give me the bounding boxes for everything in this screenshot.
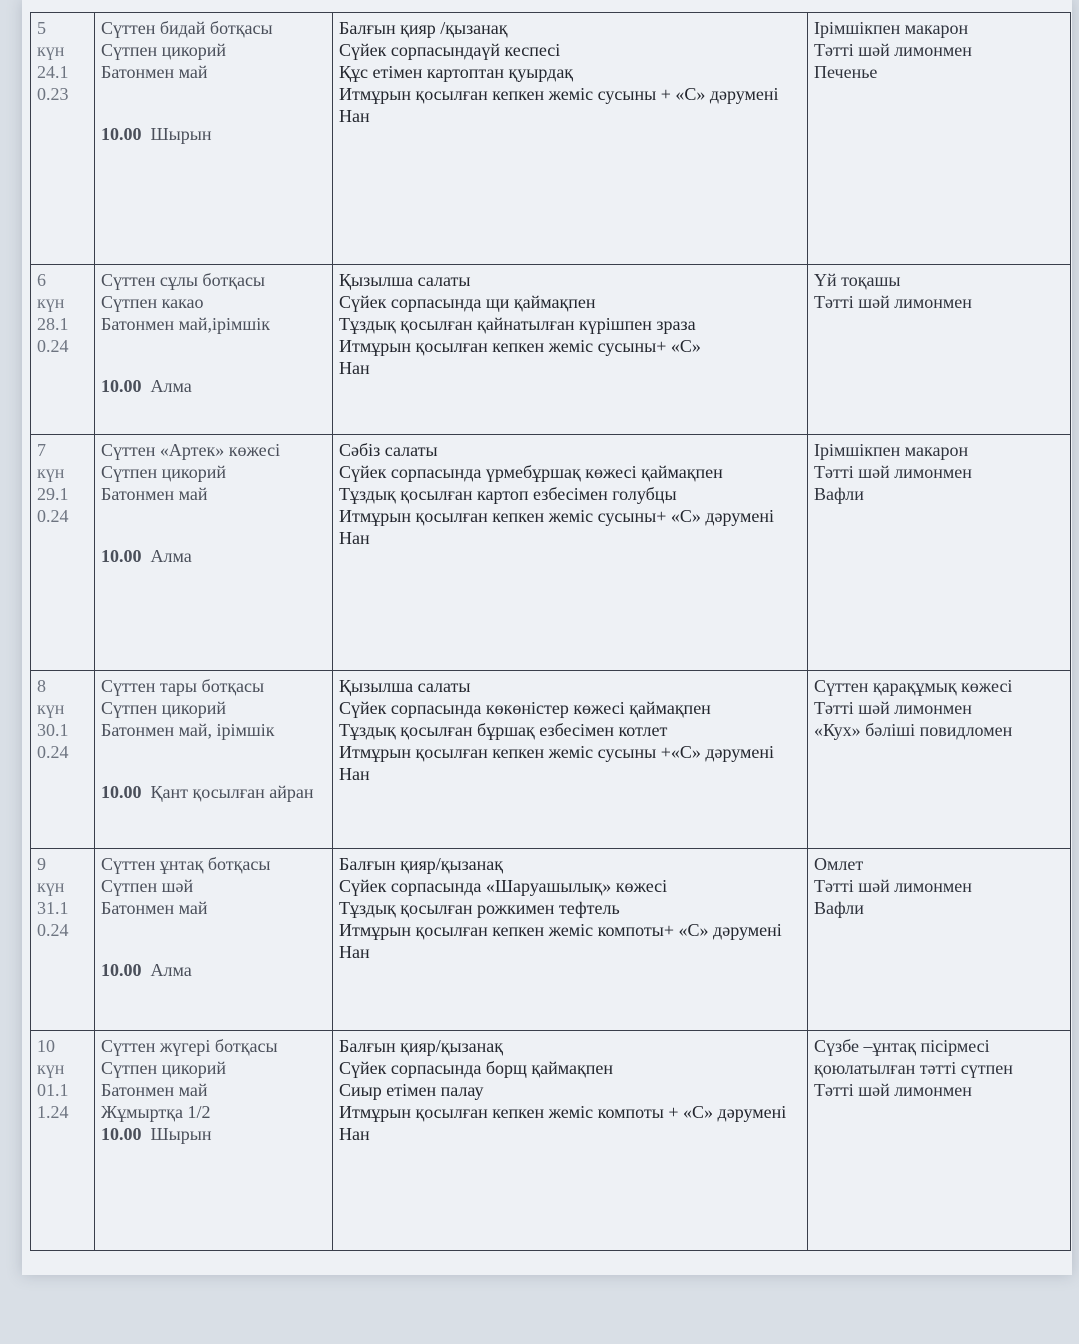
lunch-item: Тұздық қосылған картоп езбесімен голубцы <box>339 484 677 504</box>
dinner-cell <box>808 849 1071 1031</box>
date-part-1: 01.1 <box>37 1080 69 1100</box>
breakfast-item: Батонмен май <box>101 62 208 82</box>
snack-entry <box>101 1123 326 1145</box>
breakfast-item: Жұмыртқа 1/2 <box>101 1102 211 1122</box>
day-cell <box>31 13 95 265</box>
day-number: 9 <box>37 854 46 874</box>
menu-row <box>31 13 1071 265</box>
breakfast-cell <box>95 265 333 435</box>
breakfast-item: Сүтпен цикорий <box>101 698 226 718</box>
snack-item: Алма <box>150 376 192 396</box>
lunch-item: Сүйек сорпасында борщ қаймақпен <box>339 1058 613 1078</box>
snack-time: 10.00 <box>101 124 142 144</box>
lunch-item: Нан <box>339 942 370 962</box>
dinner-item: Үй тоқашы <box>814 270 901 290</box>
breakfast-item: Сүтпен цикорий <box>101 462 226 482</box>
lunch-item: Балғын қияр/қызанақ <box>339 854 504 874</box>
breakfast-cell <box>95 435 333 671</box>
menu-row <box>31 671 1071 849</box>
breakfast-item: Батонмен май, ірімшік <box>101 720 275 740</box>
day-label: күн <box>37 40 65 60</box>
lunch-item: Қызылша салаты <box>339 270 471 290</box>
lunch-item: Тұздық қосылған бұршақ езбесімен котлет <box>339 720 668 740</box>
lunch-item: Сүйек сорпасында көкөністер көжесі қаймақпен <box>339 698 711 718</box>
lunch-item: Құс етімен картоптан қуырдақ <box>339 62 574 82</box>
lunch-item: Тұздық қосылған рожкимен тефтель <box>339 898 620 918</box>
snack-time: 10.00 <box>101 960 142 980</box>
breakfast-cell <box>95 849 333 1031</box>
breakfast-item: Сүттен бидай ботқасы <box>101 18 273 38</box>
lunch-cell <box>333 435 808 671</box>
snack-item: Алма <box>150 960 192 980</box>
dinner-item: Омлет <box>814 854 864 874</box>
breakfast-item: Батонмен май <box>101 1080 208 1100</box>
dinner-item: Печенье <box>814 62 878 82</box>
dinner-item: Сүттен қарақұмық көжесі <box>814 676 1013 696</box>
date-part-1: 29.1 <box>37 484 69 504</box>
dinner-item: Вафли <box>814 898 864 918</box>
day-number: 7 <box>37 440 46 460</box>
menu-table-body <box>31 13 1071 1251</box>
snack-item: Қант қосылған айран <box>150 782 314 802</box>
lunch-item: Қызылша салаты <box>339 676 471 696</box>
breakfast-item: Батонмен май <box>101 484 208 504</box>
lunch-item: Тұздық қосылған қайнатылған күрішпен зраза <box>339 314 696 334</box>
lunch-item: Сүйек сорпасында үрмебұршақ көжесі қаймақпен <box>339 462 723 482</box>
dinner-item: Ірімшікпен макарон <box>814 440 969 460</box>
day-number: 8 <box>37 676 46 696</box>
breakfast-item: Батонмен май,ірімшік <box>101 314 271 334</box>
dinner-item: қоюлатылған тәтті сүтпен <box>814 1058 1013 1078</box>
day-cell <box>31 1031 95 1251</box>
dinner-item: Тәтті шәй лимонмен <box>814 876 972 896</box>
dinner-item: Сүзбе –ұнтақ пісірмесі <box>814 1036 990 1056</box>
lunch-item: Нан <box>339 764 370 784</box>
dinner-cell <box>808 435 1071 671</box>
snack-time: 10.00 <box>101 546 142 566</box>
snack-time: 10.00 <box>101 1124 142 1144</box>
lunch-item: Итмұрын қосылған кепкен жеміс сусыны + «С» дәрумені <box>339 84 779 104</box>
breakfast-item: Сүттен жүгері ботқасы <box>101 1036 278 1056</box>
lunch-item: Нан <box>339 106 370 126</box>
day-number: 6 <box>37 270 46 290</box>
menu-table <box>30 12 1071 1251</box>
snack-entry <box>101 545 326 567</box>
day-label: күн <box>37 462 65 482</box>
dinner-item: Вафли <box>814 484 864 504</box>
lunch-item: Сәбіз салаты <box>339 440 438 460</box>
dinner-item: Тәтті шәй лимонмен <box>814 292 972 312</box>
breakfast-cell <box>95 13 333 265</box>
breakfast-item: Сүттен тары ботқасы <box>101 676 265 696</box>
breakfast-item: Сүтпен шәй <box>101 876 194 896</box>
breakfast-item: Сүтпен цикорий <box>101 40 226 60</box>
day-number: 10 <box>37 1036 55 1056</box>
date-part-1: 31.1 <box>37 898 69 918</box>
lunch-cell <box>333 671 808 849</box>
breakfast-item: Сүттен ұнтақ ботқасы <box>101 854 271 874</box>
snack-item: Шырын <box>150 124 212 144</box>
dinner-cell <box>808 671 1071 849</box>
menu-row <box>31 849 1071 1031</box>
dinner-item: Тәтті шәй лимонмен <box>814 462 972 482</box>
dinner-cell <box>808 13 1071 265</box>
lunch-item: Балғын қияр /қызанақ <box>339 18 508 38</box>
lunch-item: Сүйек сорпасында «Шаруашылық» көжесі <box>339 876 668 896</box>
lunch-cell <box>333 265 808 435</box>
day-cell <box>31 435 95 671</box>
day-label: күн <box>37 876 65 896</box>
date-part-2: 0.24 <box>37 336 69 356</box>
breakfast-cell <box>95 671 333 849</box>
lunch-item: Сүйек сорпасында щи қаймақпен <box>339 292 596 312</box>
lunch-item: Нан <box>339 528 370 548</box>
lunch-item: Сиыр етімен палау <box>339 1080 484 1100</box>
day-cell <box>31 671 95 849</box>
snack-item: Шырын <box>150 1124 212 1144</box>
snack-entry <box>101 123 326 145</box>
breakfast-item: Сүтпен цикорий <box>101 1058 226 1078</box>
dinner-item: Ірімшікпен макарон <box>814 18 969 38</box>
breakfast-item: Сүттен «Артек» көжесі <box>101 440 281 460</box>
snack-time: 10.00 <box>101 782 142 802</box>
menu-row <box>31 435 1071 671</box>
menu-row <box>31 1031 1071 1251</box>
date-part-2: 0.24 <box>37 920 69 940</box>
breakfast-item: Батонмен май <box>101 898 208 918</box>
lunch-item: Итмұрын қосылған кепкен жеміс компоты + «С» дәрумені <box>339 1102 787 1122</box>
date-part-2: 0.24 <box>37 742 69 762</box>
breakfast-item: Сүттен сұлы ботқасы <box>101 270 266 290</box>
dinner-item: Тәтті шәй лимонмен <box>814 698 972 718</box>
lunch-item: Нан <box>339 1124 370 1144</box>
snack-item: Алма <box>150 546 192 566</box>
lunch-cell <box>333 849 808 1031</box>
day-cell <box>31 849 95 1031</box>
date-part-2: 0.23 <box>37 84 69 104</box>
dinner-cell <box>808 265 1071 435</box>
lunch-item: Балғын қияр/қызанақ <box>339 1036 504 1056</box>
menu-row <box>31 265 1071 435</box>
lunch-cell <box>333 13 808 265</box>
dinner-cell <box>808 1031 1071 1251</box>
snack-entry <box>101 375 326 397</box>
date-part-2: 1.24 <box>37 1102 69 1122</box>
date-part-1: 24.1 <box>37 62 69 82</box>
day-label: күн <box>37 292 65 312</box>
day-label: күн <box>37 698 65 718</box>
day-cell <box>31 265 95 435</box>
day-label: күн <box>37 1058 65 1078</box>
dinner-item: Тәтті шәй лимонмен <box>814 1080 972 1100</box>
breakfast-item: Сүтпен какао <box>101 292 204 312</box>
snack-entry <box>101 781 326 803</box>
dinner-item: Тәтті шәй лимонмен <box>814 40 972 60</box>
lunch-item: Итмұрын қосылған кепкен жеміс сусыны+ «С» <box>339 336 701 356</box>
snack-time: 10.00 <box>101 376 142 396</box>
dinner-item: «Кух» бәліші повидломен <box>814 720 1013 740</box>
date-part-2: 0.24 <box>37 506 69 526</box>
day-number: 5 <box>37 18 46 38</box>
lunch-item: Нан <box>339 358 370 378</box>
lunch-cell <box>333 1031 808 1251</box>
breakfast-cell <box>95 1031 333 1251</box>
date-part-1: 28.1 <box>37 314 69 334</box>
lunch-item: Сүйек сорпасындаүй кеспесі <box>339 40 561 60</box>
lunch-item: Итмұрын қосылған кепкен жеміс сусыны+ «С» дәрумені <box>339 506 775 526</box>
snack-entry <box>101 959 326 981</box>
date-part-1: 30.1 <box>37 720 69 740</box>
lunch-item: Итмұрын қосылған кепкен жеміс компоты+ «С» дәрумені <box>339 920 782 940</box>
lunch-item: Итмұрын қосылған кепкен жеміс сусыны +«С» дәрумені <box>339 742 775 762</box>
